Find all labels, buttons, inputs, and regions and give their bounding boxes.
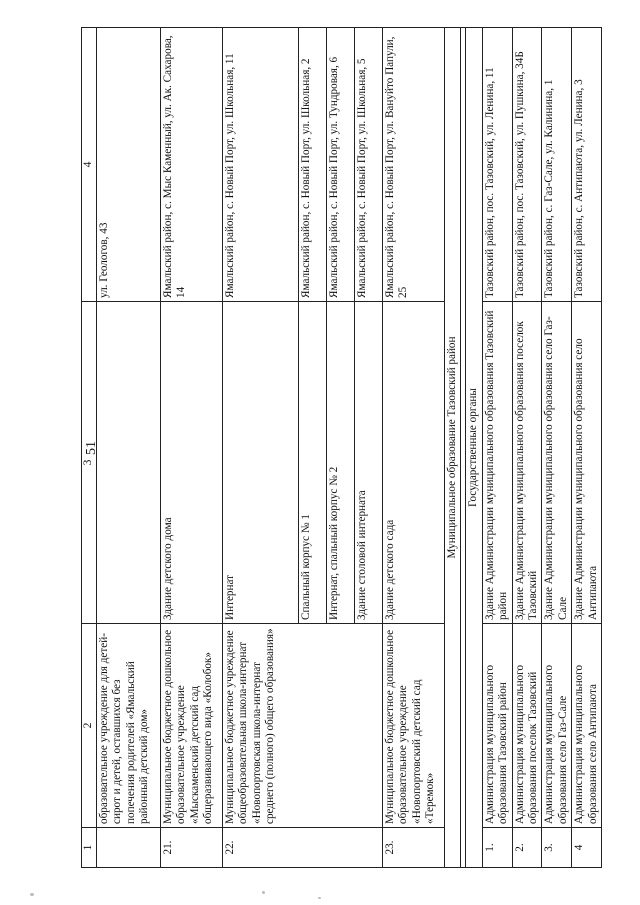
page-number: 51 xyxy=(84,441,99,455)
table-row xyxy=(542,28,572,868)
subsection-title: Государственные органы xyxy=(466,28,482,868)
header-cell: 1 xyxy=(82,828,97,868)
row-number xyxy=(96,828,160,868)
table-row xyxy=(482,28,512,868)
building-cell: Здание Администрации муниципального образования село Антипаюта xyxy=(572,302,602,624)
section-title: Муниципальное образование Тазовский район xyxy=(444,28,460,868)
row-number: 21. xyxy=(160,828,222,868)
row-number: 22. xyxy=(222,828,382,868)
subsection-header-row xyxy=(466,28,482,868)
building-cell: Здание детского сада xyxy=(382,302,444,624)
scan-artifact xyxy=(30,893,34,896)
address-cell: Ямальский район, с. Новый Порт, ул. Школьная, 2 xyxy=(298,28,326,302)
building-cell: Здание Администрации муниципального образования поселок Тазовский xyxy=(512,302,542,624)
organization-cell: Администрация муниципального образования поселок Тазовский xyxy=(512,624,542,828)
section-header-row xyxy=(444,28,460,868)
scan-artifact xyxy=(262,891,265,894)
rotated-page-content xyxy=(81,28,599,868)
address-cell: Тазовский район, пос. Тазовский, ул. Ленина, 11 xyxy=(482,28,512,302)
row-number: 2. xyxy=(512,828,542,868)
table-row xyxy=(222,28,298,868)
objects-table xyxy=(81,27,602,868)
building-cell: Здание столовой интерната xyxy=(354,302,382,624)
address-cell: Ямальский район, с. Новый Порт, ул. Вануйто Папули, 25 xyxy=(382,28,444,302)
organization-cell: Администрация муниципального образования село Газ-Сале xyxy=(542,624,572,828)
organization-cell: Администрация муниципального образования село Антипаюта xyxy=(572,624,602,828)
address-cell: Ямальский район, с. Новый Порт, ул. Тундровая, 6 xyxy=(326,28,354,302)
building-cell: Интернат xyxy=(222,302,298,624)
building-cell: Спальный корпус № 1 xyxy=(298,302,326,624)
address-cell: ул. Геологов, 43 xyxy=(96,28,160,302)
organization-cell: Муниципальное бюджетное дошкольное образовательное учреждение «Новопортовский детский сад «Теремок» xyxy=(382,624,444,828)
table-row xyxy=(572,28,602,868)
table-row xyxy=(382,28,444,868)
building-cell: Здание Администрации муниципального образования село Газ-Сале xyxy=(542,302,572,624)
address-cell: Ямальский район, с. Мыс Каменный, ул. Ак. Сахарова, 14 xyxy=(160,28,222,302)
row-number: 1. xyxy=(482,828,512,868)
organization-cell: образовательное учреждение для детей-сирот и детей, оставшихся без попечения родителей «Ямальский районный детский дом» xyxy=(96,624,160,828)
table-row xyxy=(96,28,160,868)
address-cell: Тазовский район, с. Антипаюта, ул. Ленина, 3 xyxy=(572,28,602,302)
address-cell: Ямальский район, с. Новый Порт, ул. Школьная, 11 xyxy=(222,28,298,302)
organization-cell: Муниципальное бюджетное дошкольное образовательное учреждение «Мыскаменский детский сад общеразвивающего вида «Колобок» xyxy=(160,624,222,828)
building-cell xyxy=(96,302,160,624)
row-number: 23. xyxy=(382,828,444,868)
table-row xyxy=(160,28,222,868)
header-cell: 2 xyxy=(82,624,97,828)
building-cell: Здание Администрации муниципального образования Тазовский район xyxy=(482,302,512,624)
table-header-row xyxy=(82,28,97,868)
row-number: 4 xyxy=(572,828,602,868)
building-cell: Интернат, спальный корпус № 2 xyxy=(326,302,354,624)
header-cell: 4 xyxy=(82,28,97,302)
address-cell: Тазовский район, пос. Тазовский, ул. Пушкина, 34Б xyxy=(512,28,542,302)
header-cell: 3 xyxy=(82,302,97,624)
table-row xyxy=(512,28,542,868)
address-cell: Ямальский район, с. Новый Порт, ул. Школьная, 5 xyxy=(354,28,382,302)
row-number: 3. xyxy=(542,828,572,868)
organization-cell: Муниципальное бюджетное учреждение общеобразовательная школа-интернат «Новопортовская школа-интернат среднего (полного) общего образования» xyxy=(222,624,382,828)
building-cell: Здание детского дома xyxy=(160,302,222,624)
organization-cell: Администрация муниципального образования Тазовский район xyxy=(482,624,512,828)
address-cell: Тазовский район, с. Газ-Сале, ул. Калинина, 1 xyxy=(542,28,572,302)
scan-artifact xyxy=(318,897,321,899)
